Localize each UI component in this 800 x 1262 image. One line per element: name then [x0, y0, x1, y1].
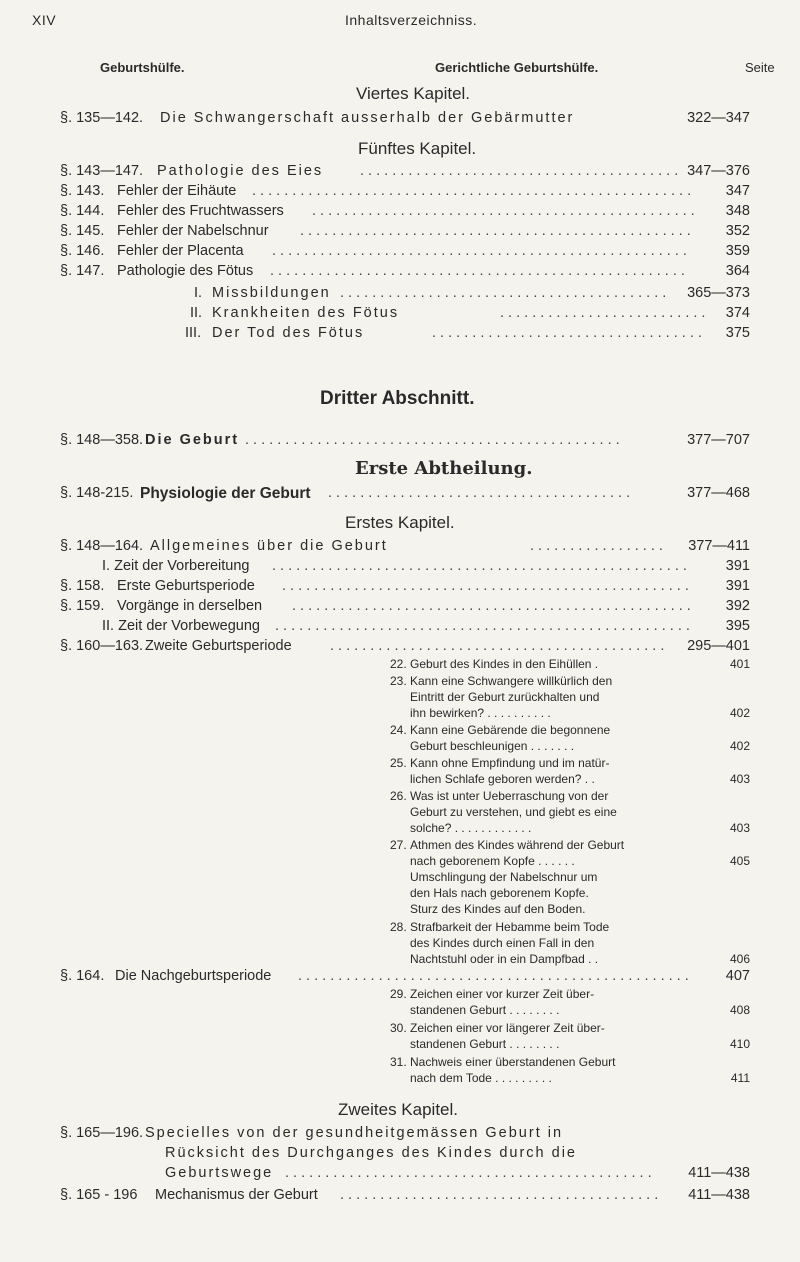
chapter-heading-5: Fünftes Kapitel. — [358, 139, 477, 158]
item-text: Strafbarkeit der Hebamme beim Tode — [410, 920, 610, 934]
item-number: 24. — [390, 723, 407, 737]
item-number: 28. — [390, 920, 407, 934]
item-text: des Kindes durch einen Fall in den — [410, 936, 595, 950]
list-item — [390, 789, 750, 837]
list-item — [390, 920, 750, 968]
entry-title: Rücksicht des Durchganges des Kindes durch die — [165, 1145, 577, 1161]
toc-row: II. Zeit der Vorbewegung . . . . . . . . . . . . . . . . . . . . . . . . . . . . . . . . . . . . . . . . . . . . . . . . . . . . 395 — [102, 618, 750, 634]
item-text: standenen Geburt . . . . . . . . — [410, 1037, 560, 1051]
item-text: nach geborenem Kopfe . . . . . . — [410, 854, 575, 868]
item-text: standenen Geburt . . . . . . . . — [410, 1003, 560, 1017]
item-text: den Hals nach geborenem Kopfe. — [410, 886, 589, 900]
entry-title: Die Geburt — [145, 432, 240, 448]
page-number: 402 — [729, 739, 750, 753]
entry-title: II. Zeit der Vorbewegung — [102, 618, 260, 634]
section-ref: §. 165—196. — [60, 1125, 144, 1141]
page-number: 359 — [725, 243, 750, 259]
toc-row: §. 158. Erste Geburtsperiode . . . . . . . . . . . . . . . . . . . . . . . . . . . . . . . . . . . . . . . . . . . . . . . . . . . 391 — [60, 578, 750, 594]
toc-row: §. 160—163. Zweite Geburtsperiode . . . . . . . . . . . . . . . . . . . . . . . . . . . . . . . . . . . . . . . . . . 295—401 — [60, 638, 750, 654]
page-range: 377—468 — [687, 485, 750, 501]
entry-title: Physiologie der Geburt — [140, 485, 311, 502]
column-heading-right: Seite — [745, 60, 775, 75]
page-number: 401 — [729, 657, 750, 671]
toc-row — [60, 110, 750, 130]
toc-row: §. 148—358. Die Geburt . . . . . . . . . . . . . . . . . . . . . . . . . . . . . . . . . . . . . . . . . . . . . . . 377—707 — [60, 432, 750, 448]
entry-title: Die Nachgeburtsperiode — [115, 968, 272, 984]
page-range: 377—707 — [687, 432, 750, 448]
item-text: Nachweis einer überstandenen Geburt — [410, 1055, 616, 1069]
page-range: 411—438 — [688, 1165, 750, 1181]
section-ref: §. 158. — [60, 578, 105, 594]
section-ref: §. 143—147. — [60, 163, 144, 179]
item-text: Athmen des Kindes während der Geburt — [410, 838, 625, 852]
page-number: 347 — [725, 183, 750, 199]
list-item — [390, 987, 750, 1019]
entry-title: Pathologie des Eies — [157, 163, 324, 179]
section-ref: §. 160—163. — [60, 638, 144, 654]
toc-row: §. 148-215. Physiologie der Geburt . . . . . . . . . . . . . . . . . . . . . . . . . . . . . . . . . . . . . . 377—468 — [60, 485, 750, 502]
entry-title: I. Zeit der Vorbereitung — [102, 558, 250, 574]
page-number: 391 — [725, 578, 750, 594]
page-number: XIV — [32, 12, 57, 28]
toc-subrow: III. Der Tod des Fötus . . . . . . . . . . . . . . . . . . . . . . . . . . . . . . . . . . 375 — [185, 325, 750, 341]
item-number: 27. — [390, 838, 407, 852]
section-ref: §. 148-215. — [60, 485, 134, 501]
item-text: nach dem Tode . . . . . . . . . — [410, 1071, 552, 1085]
item-text: Zeichen einer vor kurzer Zeit über- — [410, 987, 595, 1001]
entry-title: Die Schwangerschaft ausserhalb der Gebärmutter — [160, 110, 575, 126]
entry-title: Krankheiten des Fötus — [212, 305, 400, 321]
toc-row: §. 165—196. Specielles von der gesundheitgemässen Geburt in Rücksicht des Durchganges des Kindes durch die Geburtswege . . . . . . . . . . . . . . . . . . . . . . . . . . . . . . . . . . . . . . . . . . . . . . 411—438 — [60, 1125, 750, 1181]
page-number: 406 — [729, 952, 750, 966]
running-title: Inhaltsverzeichniss. — [345, 12, 478, 28]
entry-title: Allgemeines über die Geburt — [150, 538, 388, 554]
entry-title: Erste Geburtsperiode — [117, 578, 255, 594]
section-ref: §. 148—358. — [60, 432, 144, 448]
sub-number: I. — [194, 285, 203, 301]
column-heading-left: Geburtshülfe. — [100, 60, 185, 75]
item-number: 31. — [390, 1055, 407, 1069]
toc-row: §. 165 - 196 Mechanismus der Geburt . . . . . . . . . . . . . . . . . . . . . . . . . . . . . . . . . . . . . . . . 411—438 — [60, 1187, 750, 1203]
section-ref: §. 143. — [60, 183, 105, 199]
list-item — [390, 657, 750, 673]
toc-row: §. 164. Die Nachgeburtsperiode . . . . . . . . . . . . . . . . . . . . . . . . . . . . . . . . . . . . . . . . . . . . . . . . . 407 — [60, 968, 750, 984]
entry-title: Zweite Geburtsperiode — [145, 638, 292, 654]
item-text: Umschlingung der Nabelschnur um — [410, 870, 598, 884]
page-number: 364 — [725, 263, 750, 279]
item-text: Kann ohne Empfindung und im natür- — [410, 756, 610, 770]
entry-title: Mechanismus der Geburt — [155, 1187, 318, 1203]
item-text: Nachtstuhl oder in ein Dampfbad . . — [410, 952, 599, 966]
toc-row: §. 146. Fehler der Placenta . . . . . . . . . . . . . . . . . . . . . . . . . . . . . . . . . . . . . . . . . . . . . . . . . . . . 359 — [60, 243, 750, 259]
item-text: Kann eine Gebärende die begonnene — [410, 723, 611, 737]
item-text: Geburt zu verstehen, und giebt es eine — [410, 805, 617, 819]
section-ref: §. 146. — [60, 243, 105, 259]
page-number: 374 — [725, 305, 750, 321]
list-item — [390, 756, 750, 788]
sub-number: II. — [190, 305, 203, 321]
sub-number: III. — [185, 325, 202, 341]
item-number: 23. — [390, 674, 407, 688]
page-number: 405 — [729, 854, 750, 868]
entry-title: Missbildungen — [212, 285, 331, 301]
item-text: Eintritt der Geburt zurückhalten und — [410, 690, 600, 704]
page-range: 295—401 — [687, 638, 750, 654]
section-ref: §. 147. — [60, 263, 105, 279]
page-number: 395 — [725, 618, 750, 634]
item-number: 26. — [390, 789, 407, 803]
item-text: Kann eine Schwangere willkürlich den — [410, 674, 613, 688]
page-number: 392 — [725, 598, 750, 614]
entry-title: Fehler der Placenta — [117, 243, 244, 259]
section-ref: §. 145. — [60, 223, 105, 239]
list-item — [390, 674, 750, 722]
item-text: Was ist unter Ueberraschung von der — [410, 789, 609, 803]
entry-title: Der Tod des Fötus — [212, 325, 365, 341]
item-text: Sturz des Kindes auf den Boden. — [410, 902, 586, 916]
item-number: 29. — [390, 987, 407, 1001]
toc-row: §. 143. Fehler der Eihäute . . . . . . . . . . . . . . . . . . . . . . . . . . . . . . . . . . . . . . . . . . . . . . . . . . . . . . . 347 — [60, 183, 750, 199]
page-number: 403 — [729, 772, 750, 786]
page-number: 408 — [729, 1003, 750, 1017]
column-heading-middle: Gerichtliche Geburtshülfe. — [435, 60, 599, 75]
item-number: 30. — [390, 1021, 407, 1035]
item-text: ihn bewirken? . . . . . . . . . . — [410, 706, 551, 720]
list-item — [390, 838, 750, 918]
page-number: 403 — [729, 821, 750, 835]
item-text: lichen Schlafe geboren werden? . . — [410, 772, 595, 786]
item-text: Geburt beschleunigen . . . . . . . — [410, 739, 575, 753]
page-range: 365—373 — [687, 285, 750, 301]
chapter-heading-4: Viertes Kapitel. — [356, 84, 471, 103]
entry-title: Fehler der Eihäute — [117, 183, 237, 199]
item-text: solche? . . . . . . . . . . . . — [410, 821, 532, 835]
part-heading: Dritter Abschnitt. — [320, 388, 475, 409]
toc-row: §. 159. Vorgänge in derselben . . . . . . . . . . . . . . . . . . . . . . . . . . . . . . . . . . . . . . . . . . . . . . . . . . 392 — [60, 598, 750, 614]
chapter-heading-1: Erstes Kapitel. — [345, 513, 455, 532]
entry-title: Specielles von der gesundheitgemässen Geburt in — [145, 1125, 564, 1141]
section-ref: §. 135—142. — [60, 110, 144, 126]
page-number: 375 — [725, 325, 750, 341]
chapter-heading-2: Zweites Kapitel. — [338, 1100, 458, 1119]
toc-subrow: II. Krankheiten des Fötus . . . . . . . . . . . . . . . . . . . . . . . . . . 374 — [190, 305, 750, 321]
page-number: 352 — [725, 223, 750, 239]
section-ref: §. 165 - 196 — [60, 1187, 138, 1203]
list-item — [390, 723, 750, 755]
page-number: 410 — [729, 1037, 750, 1051]
toc-row: §. 148—164. Allgemeines über die Geburt . . . . . . . . . . . . . . . . . 377—411 — [60, 538, 750, 554]
section-ref: §. 164. — [60, 968, 105, 984]
toc-row: §. 145. Fehler der Nabelschnur . . . . . . . . . . . . . . . . . . . . . . . . . . . . . . . . . . . . . . . . . . . . . . . . . 352 — [60, 223, 750, 239]
entry-title: Pathologie des Fötus — [117, 263, 254, 279]
list-item — [390, 1055, 750, 1087]
item-number: 25. — [390, 756, 407, 770]
division-heading: Erste Abtheilung. — [355, 458, 533, 479]
item-text: Zeichen einer vor längerer Zeit über- — [410, 1021, 605, 1035]
item-text: Geburt des Kindes in den Eihüllen . — [410, 657, 599, 671]
page-number: 402 — [729, 706, 750, 720]
toc-row: §. 143—147. Pathologie des Eies . . . . . . . . . . . . . . . . . . . . . . . . . . . . . . . . . . . . . . . . 347—376 — [60, 163, 750, 179]
toc-subrow: I. Missbildungen . . . . . . . . . . . . . . . . . . . . . . . . . . . . . . . . . . . . . . . . . 365—373 — [194, 285, 750, 301]
section-ref: §. 144. — [60, 203, 105, 219]
page-number: 391 — [725, 558, 750, 574]
page-range: 411—438 — [688, 1187, 750, 1203]
page-range: 377—411 — [688, 538, 750, 554]
page-range: 322—347 — [687, 110, 750, 126]
page-number: 411 — [730, 1071, 750, 1085]
entry-title: Vorgänge in derselben — [117, 598, 263, 614]
section-ref: §. 159. — [60, 598, 105, 614]
page-range: 347—376 — [687, 163, 750, 179]
toc-row: §. 144. Fehler des Fruchtwassers . . . . . . . . . . . . . . . . . . . . . . . . . . . . . . . . . . . . . . . . . . . . . . . . 348 — [60, 203, 750, 219]
section-ref: §. 148—164. — [60, 538, 144, 554]
toc-row: I. Zeit der Vorbereitung . . . . . . . . . . . . . . . . . . . . . . . . . . . . . . . . . . . . . . . . . . . . . . . . . . . . 391 — [102, 558, 750, 574]
page-number: 348 — [725, 203, 750, 219]
entry-title: Fehler des Fruchtwassers — [117, 203, 284, 219]
entry-title: Fehler der Nabelschnur — [117, 223, 269, 239]
list-item — [390, 1021, 750, 1053]
toc-row: §. 147. Pathologie des Fötus . . . . . . . . . . . . . . . . . . . . . . . . . . . . . . . . . . . . . . . . . . . . . . . . . . . . 364 — [60, 263, 750, 279]
page-number: 407 — [725, 968, 750, 984]
item-number: 22. — [390, 657, 407, 671]
entry-title: Geburtswege — [165, 1165, 274, 1181]
